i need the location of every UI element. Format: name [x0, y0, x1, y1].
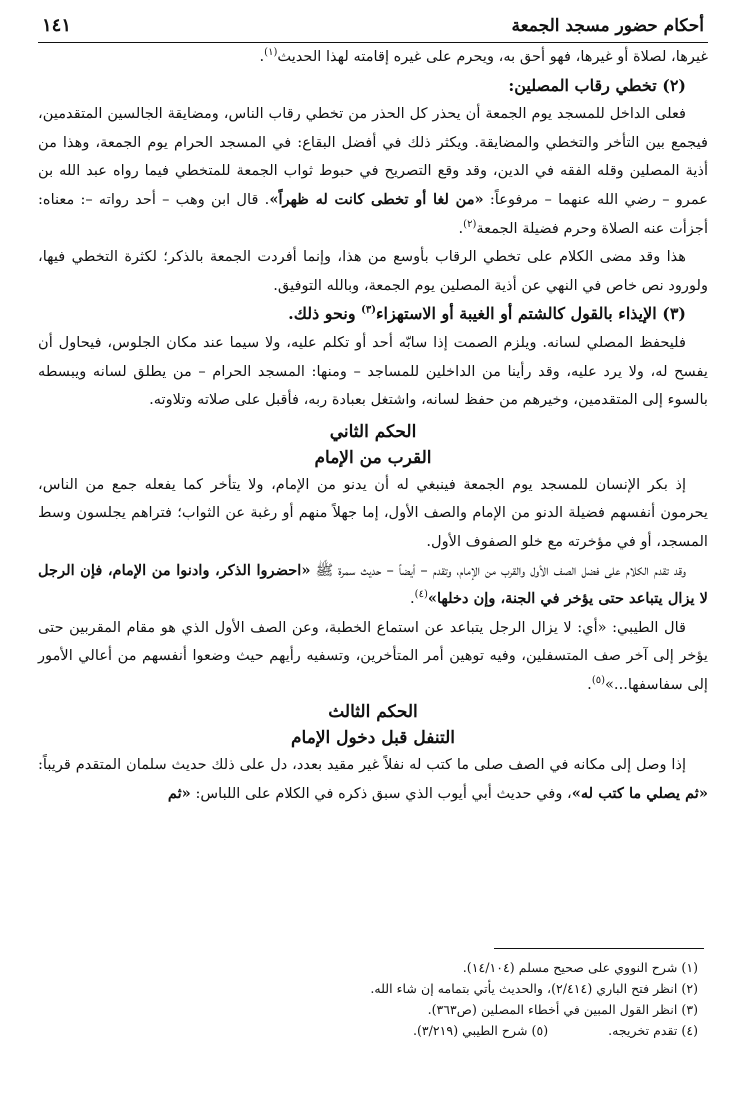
subheading-text: (٣) الإيذاء بالقول كالشتم أو الغيبة أو الاستهزاء	[375, 304, 686, 324]
footnote-ref: (٣)	[361, 305, 376, 317]
paragraph-text: . قال ابن وهب – أحد رواته –: معناه: أجزأت عنه الصلاة وحرم فضيلة الجمعة	[38, 190, 708, 237]
paragraph-tibi	[38, 614, 708, 700]
footnotes	[38, 948, 708, 1041]
section-title-second-ruling: الحكم الثاني	[329, 421, 417, 442]
footnote-1: (١) شرح النووي على صحيح مسلم (١٤/١٠٤).	[462, 960, 698, 975]
footnote-ref: (٥)	[591, 675, 605, 687]
punctuation: .	[259, 48, 265, 65]
running-title: أحكام حضور مسجد الجمعة	[511, 16, 704, 36]
section-title-third-ruling: الحكم الثالث	[328, 702, 418, 723]
paragraph-samura-hadith	[38, 557, 708, 614]
page-header	[38, 14, 708, 43]
paragraph-text: ، وفي حديث أبي أيوب الذي سبق ذكره في الكلام على اللباس:	[190, 785, 572, 803]
subheading-stepping-over: (٢) تخطي رقاب المصلين:	[508, 75, 686, 95]
paragraph-voluntary-prayer	[38, 751, 708, 808]
page-number: ١٤١	[42, 15, 72, 36]
hadith-quote: «من لغا أو تخطى كانت له ظهراً»	[269, 190, 484, 208]
hadith-quote: «ثم	[167, 785, 191, 803]
punctuation: .	[458, 219, 464, 237]
footnote-3: (٣) انظر القول المبين في أخطاء المصلين (ص٣٦٣).	[427, 1002, 698, 1017]
footnote-ref: (٤)	[414, 589, 428, 601]
punctuation: .	[587, 675, 592, 693]
paragraph-text: فعلى الداخل للمسجد يوم الجمعة أن يحذر كل الحذر من تخطي رقاب الناس، ومضايقة الجالسين المتقدمين، فيجمع بين التأخر والتخطي والمضايقة. ويكثر ذلك في أفضل البقاع: في المسجد الحرام يوم الجمعة، وهذا من أذية المصلين وقله الفقه في الدين، وقد وقع التصريح في حبوط ثواب الجمعة للمتخطي فيما رواه عبد الله بن عمرو – رضي الله عنهما – مرفوعاً:	[38, 105, 709, 208]
paragraph-text: إذا وصل إلى مكانه في الصف صلى ما كتب له نفلاً غير مقيد بعدد، دل على ذلك حديث سلمان المتقدم قريباً:	[38, 756, 686, 774]
hadith-quote: «احضروا الذكر، وادنوا من الإمام، فإن الرجل لا يزال يتباعد حتى يؤخر في الجنة، وإن دخلها»	[38, 561, 708, 608]
paragraph-text: غيرها، لصلاة أو غيرها، فهو أحق به، ويحرم على غيره إقامته لهذا الحديث	[277, 48, 708, 65]
paragraph-continuation	[38, 43, 708, 72]
footnote-5: (٥) شرح الطيبي (٣/٢١٩).	[412, 1023, 549, 1038]
footnote-ref: (٢)	[463, 218, 477, 230]
paragraph-text: قال الطيبي: «أي: لا يزال الرجل يتباعد عن استماع الخطبة، وعن الصف الأول الذي هو مقام المقربين حتى يؤخر إلى آخر صف المتسفلين، وفيه توهين أمر المتأخرين، وتسفيه رأيهم حيث وضعوا أنفسهم من أعالي الأمور إلى سفاسفها...»	[38, 618, 708, 693]
page-body	[38, 43, 708, 809]
section-subtitle-voluntary-prayer: التنفل قبل دخول الإمام	[291, 728, 455, 749]
footnote-row	[38, 1020, 708, 1041]
paragraph-stepping-over	[38, 100, 708, 243]
section-subtitle-near-imam: القرب من الإمام	[314, 447, 432, 468]
paragraph-text: وقد تقدم الكلام على فضل الصف الأول والقرب من الإمام، وتقدم – أيضاً – حديث سمرة ﷺ	[310, 561, 686, 579]
paragraph-near-imam: إذ بكر الإنسان للمسجد يوم الجمعة فينبغي له أن يدنو من الإمام، ولا يتأخر كما يفعله جمع من الناس، يحرمون أنفسهم فضيلة الدنو من الإمام والصف الأول، إما جهلاً منهم أو رغبة عن الثواب؛ فتراهم يجلسون وسط المسجد، أو في مؤخرته مع خلو الصفوف الأول.	[38, 475, 708, 550]
subheading-text: ونحو ذلك.	[288, 304, 362, 324]
paragraph-guard-tongue: فليحفظ المصلي لسانه. ويلزم الصمت إذا سابّه أحد أو تكلم عليه، ولا سيما عند مكان الجلوس، فيحاول أن يفسح له، ولا يرد عليه، وقد رأينا من الداخلين للمساجد – ومنها: المسجد الحرام – من يطلق لسانه ويبسطه بالسوء إلى المتقدمين، وخيرهم من حفظ لسانه، واشتغل بعبادة ربه، فأقبل على صلاته وتلاوته.	[38, 333, 708, 409]
hadith-quote: «ثم يصلي ما كتب له»	[571, 785, 708, 803]
footnote-divider	[494, 948, 704, 949]
footnote-ref: (١)	[264, 47, 278, 59]
paragraph-note: هذا وقد مضى الكلام على تخطي الرقاب بأوسع من هذا، وإنما أفردت الجمعة بالذكر؛ لكثرة التخطي فيها، ولورود نص خاص في النهي عن أذية المصلين يوم الجمعة، وبالله التوفيق.	[38, 248, 708, 294]
punctuation: .	[410, 590, 415, 608]
subheading-verbal-harm	[38, 300, 708, 329]
footnote-2: (٢) انظر فتح الباري (٢/٤١٤)، والحديث يأتي بتمامه إن شاء الله.	[370, 981, 698, 996]
footnote-4: (٤) تقدم تخريجه.	[608, 1023, 698, 1038]
